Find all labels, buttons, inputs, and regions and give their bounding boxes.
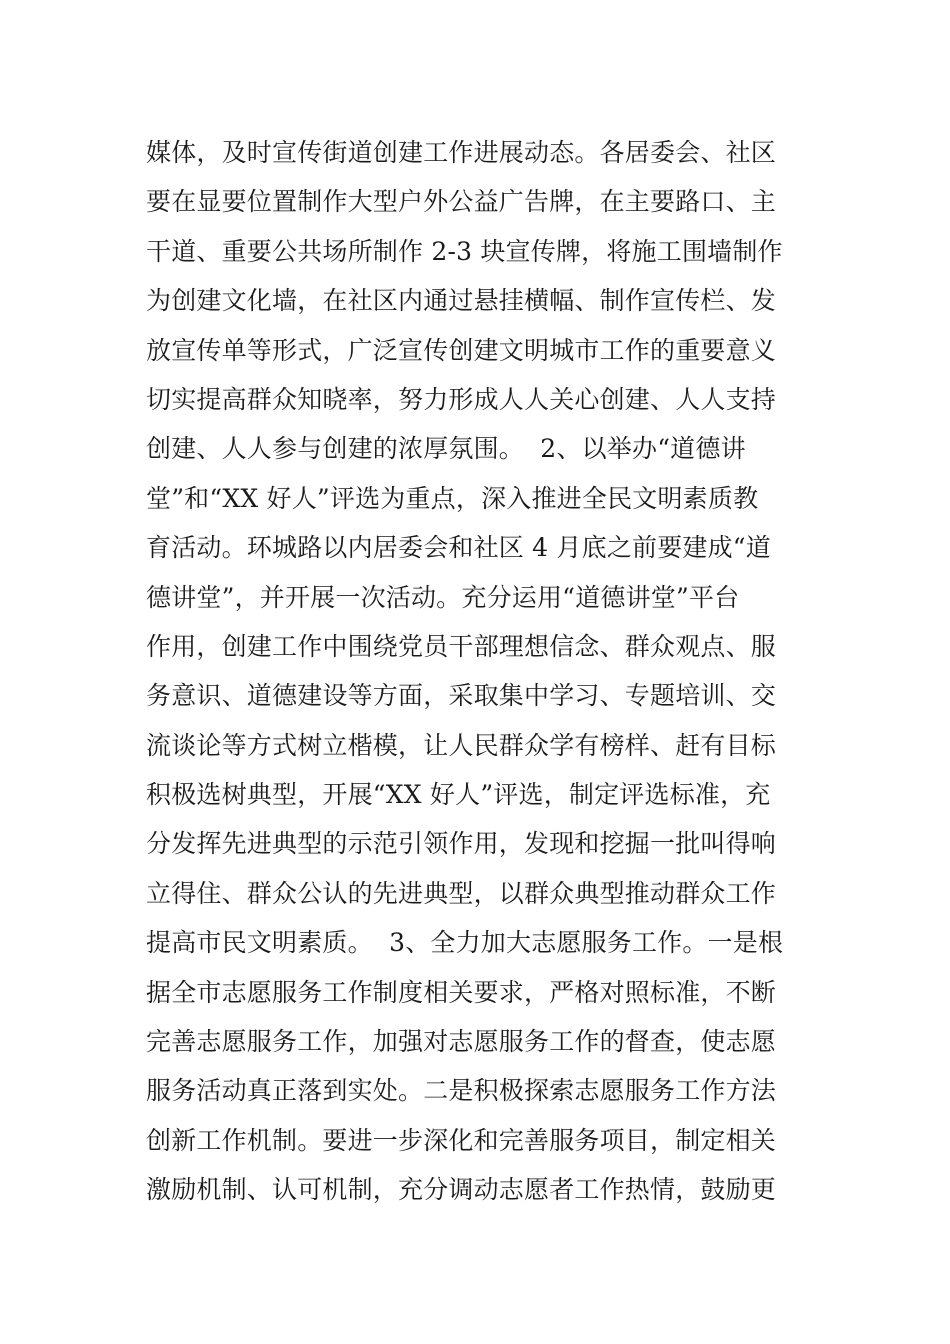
text-line: 切实提高群众知晓率，努力形成人人关心创建、人人支持 — [146, 384, 777, 414]
text-line: 分发挥先进典型的示范引领作用，发现和挖掘一批叫得响 — [146, 829, 777, 859]
text-line: 提高市民文明素质。 3、全力加大志愿服务工作。一是根 — [146, 928, 784, 958]
text-line: 为创建文化墙，在社区内通过悬挂横幅、制作宣传栏、发 — [146, 286, 777, 316]
text-line: 干道、重要公共场所制作 2-3 块宣传牌，将施工围墙制作 — [146, 236, 783, 266]
text-line: 要在显要位置制作大型户外公益广告牌，在主要路口、主 — [146, 187, 777, 217]
text-line: 放宣传单等形式，广泛宣传创建文明城市工作的重要意义 — [146, 335, 777, 365]
text-line: 育活动。环城路以内居委会和社区 4 月底之前要建成“道 — [146, 533, 771, 563]
text-line: 创新工作机制。要进一步深化和完善服务项目，制定相关 — [146, 1125, 777, 1155]
text-line: 完善志愿服务工作，加强对志愿服务工作的督查，使志愿 — [146, 1027, 777, 1057]
text-line: 立得住、群众公认的先进典型，以群众典型推动群众工作 — [146, 878, 777, 908]
text-line: 德讲堂”，并开展一次活动。充分运用“道德讲堂”平台 — [146, 582, 740, 612]
text-line: 积极选树典型，开展“XX 好人”评选，制定评选标准，充 — [146, 780, 771, 810]
text-line: 据全市志愿服务工作制度相关要求，严格对照标准，不断 — [146, 977, 777, 1007]
text-line: 激励机制、认可机制，充分调动志愿者工作热情，鼓励更 — [146, 1175, 777, 1205]
text-line: 作用，创建工作中围绕党员干部理想信念、群众观点、服 — [146, 631, 777, 661]
text-line: 流谈论等方式树立楷模，让人民群众学有榜样、赶有目标 — [146, 730, 777, 760]
text-line: 创建、人人参与创建的浓厚氛围。 2、以举办“道德讲 — [146, 434, 746, 464]
text-line: 务意识、道德建设等方面，采取集中学习、专题培训、交 — [146, 681, 777, 711]
body-text — [146, 128, 816, 1215]
text-line: 服务活动真正落到实处。二是积极探索志愿服务工作方法 — [146, 1076, 777, 1106]
text-line: 媒体，及时宣传街道创建工作进展动态。各居委会、社区 — [146, 138, 777, 167]
text-line: 堂”和“XX 好人”评选为重点，深入推进全民文明素质教 — [146, 483, 759, 513]
